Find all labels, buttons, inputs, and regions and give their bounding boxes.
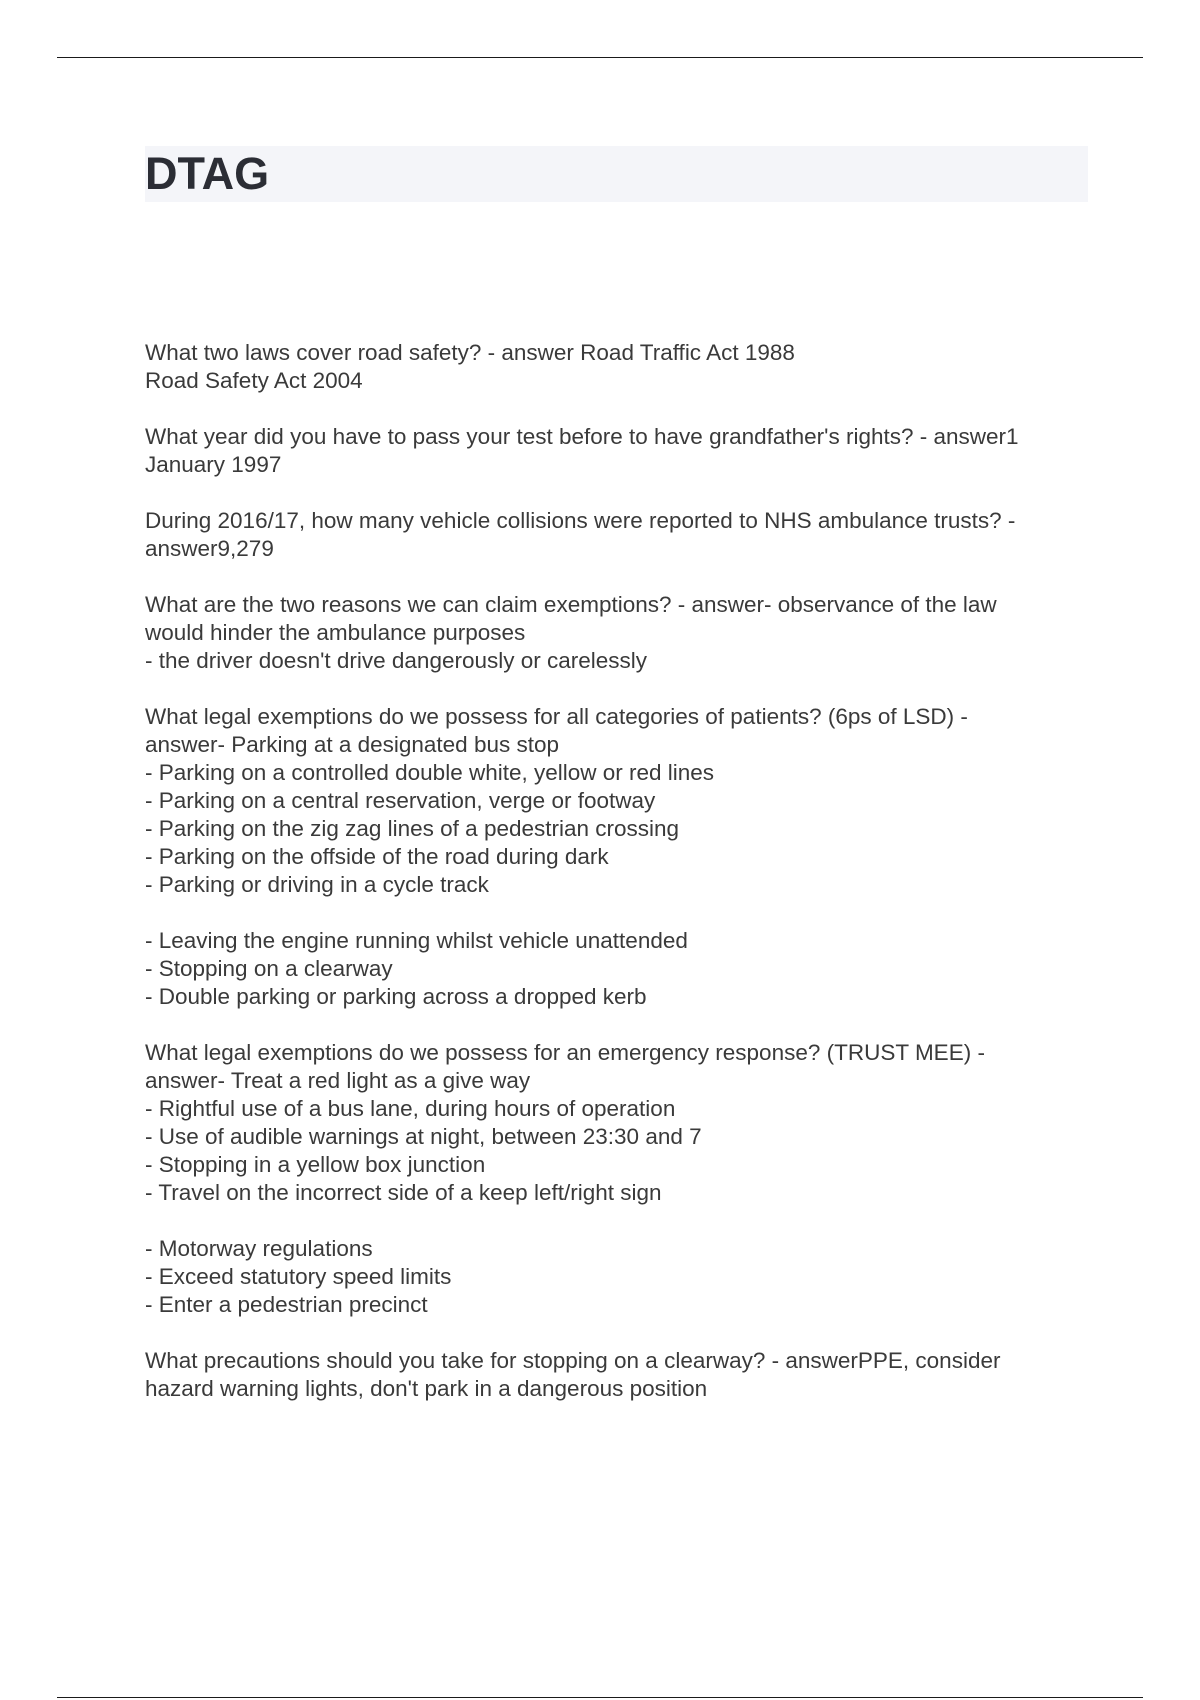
text-line: hazard warning lights, don't park in a dangerous position [145,1376,708,1401]
document-body [145,339,1095,1431]
paragraph-gap [145,899,1095,927]
document-title: DTAG [145,148,270,199]
paragraph-gap [145,1207,1095,1235]
text-line: - Parking on a central reservation, verge or footway [145,788,656,813]
text-line: would hinder the ambulance purposes [145,620,526,645]
qa-entry [145,1039,1095,1319]
qa-entry [145,591,1095,675]
qa-entry [145,339,1095,395]
text-line: - Leaving the engine running whilst vehicle unattended [145,928,688,953]
qa-entry [145,1347,1095,1403]
text-line: answer- Treat a red light as a give way [145,1068,531,1093]
text-line: - Parking or driving in a cycle track [145,872,489,897]
text-line: - Use of audible warnings at night, between 23:30 and 7 [145,1124,702,1149]
text-line: What precautions should you take for stopping on a clearway? - answerPPE, consider [145,1348,1001,1373]
text-line: What two laws cover road safety? - answer Road Traffic Act 1988 [145,340,795,365]
text-line: - Stopping on a clearway [145,956,393,981]
text-line: - Stopping in a yellow box junction [145,1152,486,1177]
text-line: During 2016/17, how many vehicle collisions were reported to NHS ambulance trusts? - [145,508,1016,533]
text-line: - Enter a pedestrian precinct [145,1292,428,1317]
title-band [145,146,1088,202]
qa-entry [145,703,1095,1011]
text-line: - Rightful use of a bus lane, during hours of operation [145,1096,676,1121]
text-line: - Exceed statutory speed limits [145,1264,452,1289]
text-line: What year did you have to pass your test before to have grandfather's rights? - answer1 [145,424,1019,449]
text-line: - Parking on the zig zag lines of a pedestrian crossing [145,816,680,841]
text-line: - the driver doesn't drive dangerously or carelessly [145,648,648,673]
text-line: - Motorway regulations [145,1236,373,1261]
text-line: - Parking on the offside of the road during dark [145,844,609,869]
qa-entry [145,507,1095,563]
text-line: Road Safety Act 2004 [145,368,363,393]
text-line: answer9,279 [145,536,274,561]
text-line: What are the two reasons we can claim exemptions? - answer- observance of the law [145,592,997,617]
bottom-rule [57,1697,1143,1698]
top-rule [57,57,1143,58]
text-line: What legal exemptions do we possess for all categories of patients? (6ps of LSD) - [145,704,968,729]
qa-entry [145,423,1095,479]
text-line: - Parking on a controlled double white, yellow or red lines [145,760,715,785]
text-line: January 1997 [145,452,282,477]
text-line: - Double parking or parking across a dropped kerb [145,984,647,1009]
text-line: What legal exemptions do we possess for an emergency response? (TRUST MEE) - [145,1040,985,1065]
text-line: answer- Parking at a designated bus stop [145,732,559,757]
text-line: - Travel on the incorrect side of a keep left/right sign [145,1180,662,1205]
